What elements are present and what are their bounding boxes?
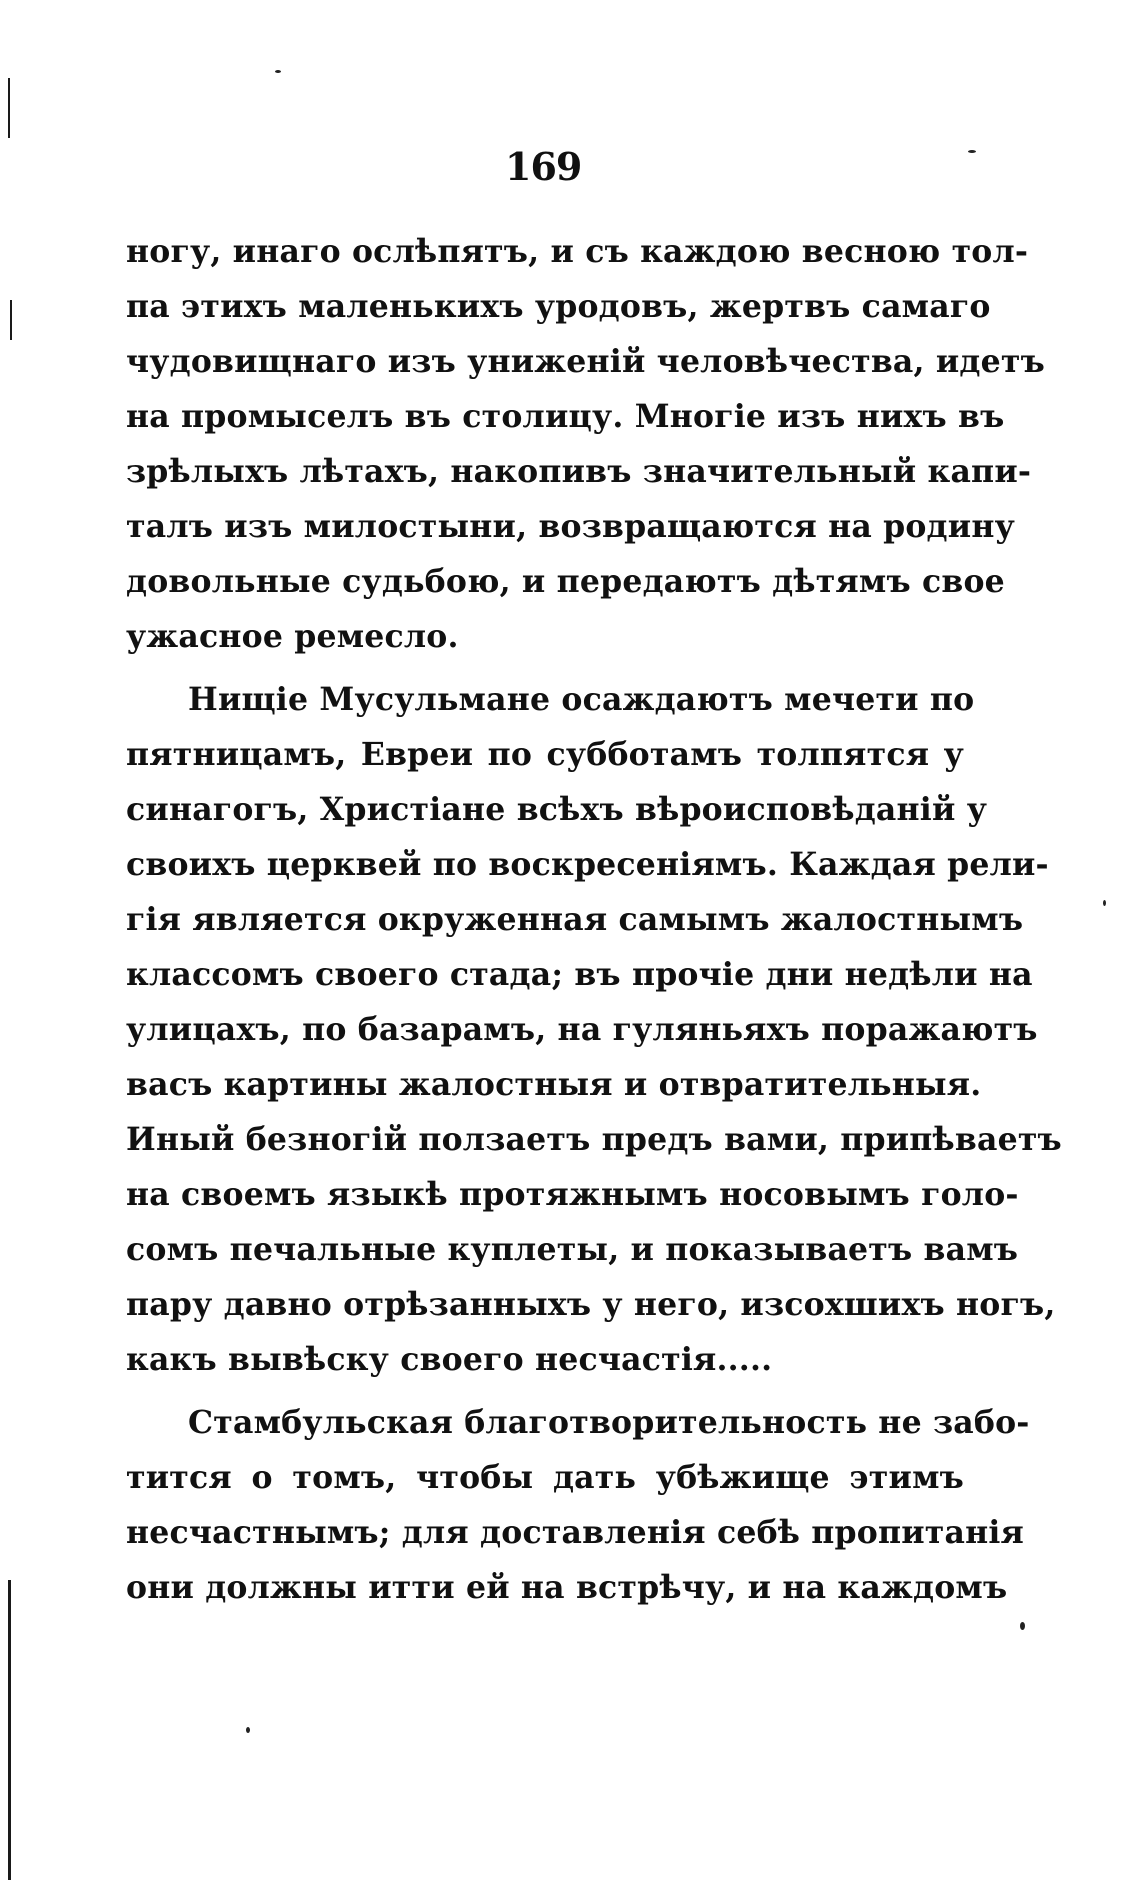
page-number: 169 <box>505 144 582 189</box>
text-line: своихъ церквей по воскресеніямъ. Каждая рели- <box>126 846 1049 883</box>
text-line: ужасное ремесло. <box>126 618 459 655</box>
scan-speck <box>968 150 976 153</box>
text-line: синагогъ, Христіане всѣхъ вѣроисповѣданій у <box>126 791 988 828</box>
text-line: какъ вывѣску своего несчастія..... <box>126 1341 773 1378</box>
text-line: Стамбульская благотворительность не забо- <box>188 1404 1030 1441</box>
scan-speck <box>1020 1622 1025 1630</box>
text-line: па этихъ маленькихъ уродовъ, жертвъ самаго <box>126 288 991 325</box>
text-line: несчастнымъ; для доставленія себѣ пропитанія <box>126 1514 1025 1551</box>
paragraph <box>126 1395 1030 1615</box>
text-line: пару давно отрѣзанныхъ у него, изсохшихъ ногъ, <box>126 1286 1056 1323</box>
text-line: Иный безногій ползаетъ предъ вами, припѣваетъ <box>126 1121 1062 1158</box>
text-line: тится о томъ, чтобы дать убѣжище этимъ <box>126 1459 964 1496</box>
scan-edge-line <box>8 78 10 138</box>
text-line: пятницамъ, Евреи по субботамъ толпятся у <box>126 736 964 773</box>
body-text <box>126 224 1062 1615</box>
text-line: зрѣлыхъ лѣтахъ, накопивъ значительный капи- <box>126 453 1032 490</box>
text-line: Нищіе Мусульмане осаждаютъ мечети по <box>188 681 975 718</box>
paragraph <box>126 224 1045 664</box>
text-line: они должны итти ей на встрѣчу, и на каждомъ <box>126 1569 1008 1606</box>
text-line: классомъ своего стада; въ прочіе дни недѣли на <box>126 956 1033 993</box>
text-line: талъ изъ милостыни, возвращаются на родину <box>126 508 1015 545</box>
text-line: гія является окруженная самымъ жалостнымъ <box>126 901 1024 938</box>
text-line: чудовищнаго изъ униженій человѣчества, идетъ <box>126 343 1045 380</box>
text-line: на промыселъ въ столицу. Многіе изъ нихъ въ <box>126 398 1005 435</box>
scan-speck <box>246 1727 250 1733</box>
text-line: васъ картины жалостныя и отвратительныя. <box>126 1066 982 1103</box>
paragraph <box>126 672 1062 1387</box>
scan-speck <box>275 70 281 73</box>
scan-edge-line <box>8 1580 11 1880</box>
text-line: сомъ печальные куплеты, и показываетъ вамъ <box>126 1231 1019 1268</box>
scan-speck <box>1103 900 1106 906</box>
text-line: довольные судьбою, и передаютъ дѣтямъ свое <box>126 563 1005 600</box>
text-line: ногу, инаго ослѣпятъ, и съ каждою весною тол- <box>126 233 1029 270</box>
scan-edge-line <box>10 300 12 340</box>
text-line: улицахъ, по базарамъ, на гуляньяхъ поражаютъ <box>126 1011 1038 1048</box>
text-line: на своемъ языкѣ протяжнымъ носовымъ голо- <box>126 1176 1019 1213</box>
